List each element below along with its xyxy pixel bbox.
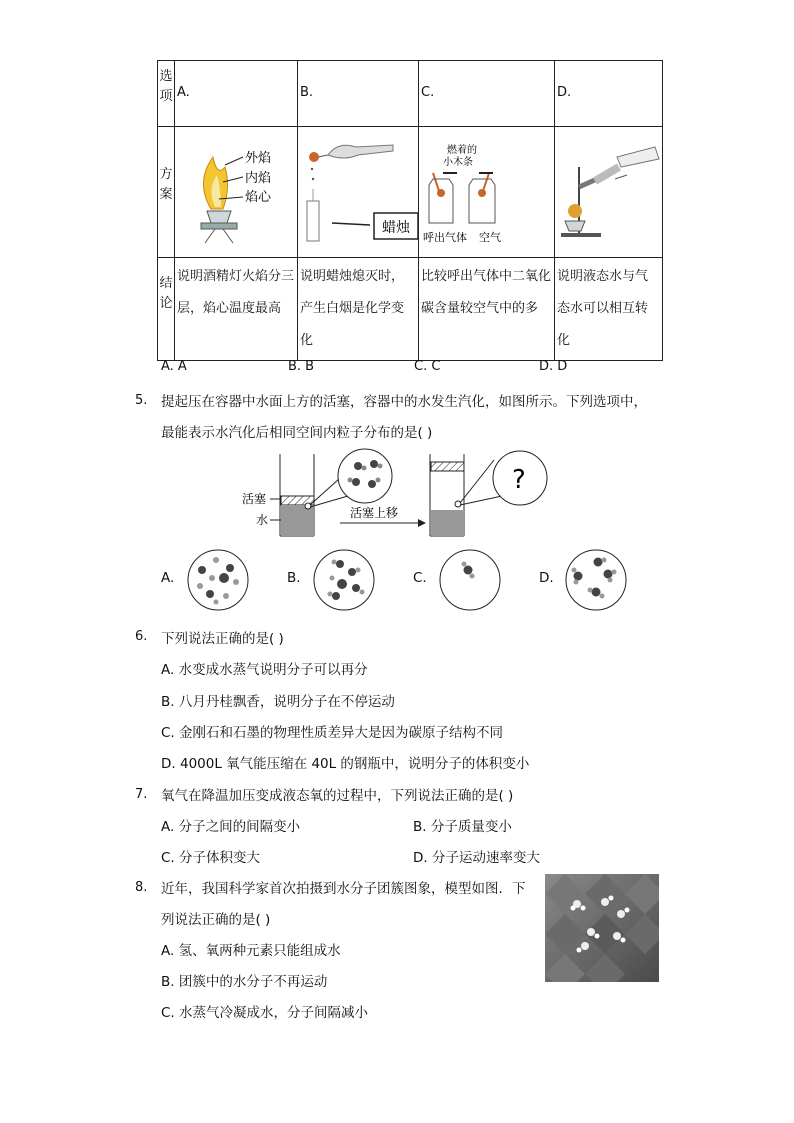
conclusion-b: 说明蜡烛熄灭时，产生白烟是化学变化 bbox=[298, 258, 419, 361]
label-flame-core: 焰心 bbox=[245, 190, 272, 205]
label-inner-flame: 内焰 bbox=[245, 171, 272, 186]
option-c-header: C. bbox=[419, 61, 555, 127]
q5-option-d-figure[interactable] bbox=[564, 548, 628, 612]
label-air: 空气 bbox=[479, 231, 501, 244]
q7-stem: 氧气在降温加压变成液态氧的过程中，下列说法正确的是( ) bbox=[161, 788, 514, 804]
q7-option-b[interactable]: B. 分子质量变小 bbox=[413, 819, 512, 835]
q6-option-b[interactable]: B. 八月丹桂飘香，说明分子在不停运动 bbox=[161, 694, 395, 710]
label-piston-up: 活塞上移 bbox=[350, 506, 399, 520]
q5-figure bbox=[240, 446, 560, 546]
q7-option-a[interactable]: A. 分子之间的间隔变小 bbox=[161, 819, 301, 835]
conclusion-c: 比较呼出气体中二氧化碳含量较空气中的多 bbox=[419, 258, 555, 361]
heating-test-tube-figure bbox=[555, 127, 662, 253]
q4-answer-b[interactable]: B. B bbox=[288, 359, 315, 374]
option-a-header: A. bbox=[175, 61, 298, 127]
q7-number: 7. bbox=[135, 787, 148, 802]
q5-option-c-figure[interactable] bbox=[438, 548, 502, 612]
option-d-header: D. bbox=[555, 61, 663, 127]
q6-option-a[interactable]: A. 水变成水蒸气说明分子可以再分 bbox=[161, 662, 368, 678]
water-cluster-image bbox=[545, 874, 659, 982]
q8-option-c[interactable]: C. 水蒸气冷凝成水，分子间隔减小 bbox=[161, 1005, 369, 1021]
q8-stem-line2: 列说法正确的是( ) bbox=[161, 912, 271, 928]
breath-comparison-figure bbox=[419, 127, 554, 253]
q5-option-a-label[interactable]: A. bbox=[161, 570, 175, 586]
q5-option-a-figure[interactable] bbox=[186, 548, 250, 612]
label-water: 水 bbox=[256, 513, 269, 527]
row-label-options-text: 选项 bbox=[159, 69, 173, 104]
label-exhaled-gas: 呼出气体 bbox=[423, 231, 467, 244]
alcohol-lamp-figure bbox=[175, 127, 297, 253]
conclusion-d: 说明液态水与气态水可以相互转化 bbox=[555, 258, 663, 361]
q5-option-b-figure[interactable] bbox=[312, 548, 376, 612]
svg-text:小木条: 小木条 bbox=[443, 157, 473, 168]
q5-number: 5. bbox=[135, 393, 148, 408]
q8-option-a[interactable]: A. 氢、氧两种元素只能组成水 bbox=[161, 943, 341, 959]
q4-answer-d[interactable]: D. D bbox=[539, 359, 568, 374]
conclusion-a: 说明酒精灯火焰分三层，焰心温度最高 bbox=[175, 258, 298, 361]
q4-table bbox=[157, 60, 663, 361]
scheme-b-cell bbox=[298, 127, 419, 258]
q6-option-c[interactable]: C. 金刚石和石墨的物理性质差异大是因为碳原子结构不同 bbox=[161, 725, 504, 741]
q8-number: 8. bbox=[135, 880, 148, 895]
scheme-d-cell bbox=[555, 127, 663, 258]
label-burning-stick: 燃着的 bbox=[447, 145, 477, 156]
row-label-options bbox=[158, 61, 175, 127]
question-mark: ? bbox=[512, 465, 526, 495]
q8-stem-line1: 近年，我国科学家首次拍摄到水分子团簇图象，模型如图．下 bbox=[161, 881, 526, 897]
candle-figure bbox=[298, 127, 418, 253]
label-outer-flame: 外焰 bbox=[245, 151, 272, 166]
q6-stem: 下列说法正确的是( ) bbox=[161, 631, 284, 647]
row-label-conclusion: 结论 bbox=[158, 258, 175, 361]
q5-stem-line2: 最能表示水汽化后相同空间内粒子分布的是( ) bbox=[161, 425, 433, 441]
q5-stem-line1: 提起压在容器中水面上方的活塞，容器中的水发生汽化，如图所示。下列选项中， bbox=[161, 394, 647, 410]
label-candle: 蜡烛 bbox=[382, 220, 410, 236]
label-piston: 活塞 bbox=[242, 492, 267, 506]
scheme-c-cell bbox=[419, 127, 555, 258]
q4-answer-a[interactable]: A. A bbox=[161, 359, 187, 374]
q5-option-d-label[interactable]: D. bbox=[539, 570, 554, 586]
option-b-header: B. bbox=[298, 61, 419, 127]
q6-option-d[interactable]: D. 4000L 氧气能压缩在 40L 的钢瓶中，说明分子的体积变小 bbox=[161, 756, 530, 772]
q7-option-c[interactable]: C. 分子体积变大 bbox=[161, 850, 261, 866]
q5-option-b-label[interactable]: B. bbox=[287, 570, 301, 586]
row-label-scheme: 方案 bbox=[158, 127, 175, 258]
q7-option-d[interactable]: D. 分子运动速率变大 bbox=[413, 850, 540, 866]
scheme-a-cell bbox=[175, 127, 298, 258]
q8-option-b[interactable]: B. 团簇中的水分子不再运动 bbox=[161, 974, 328, 990]
q5-option-c-label[interactable]: C. bbox=[413, 570, 427, 586]
q4-answer-c[interactable]: C. C bbox=[414, 359, 441, 374]
q6-number: 6. bbox=[135, 629, 148, 644]
